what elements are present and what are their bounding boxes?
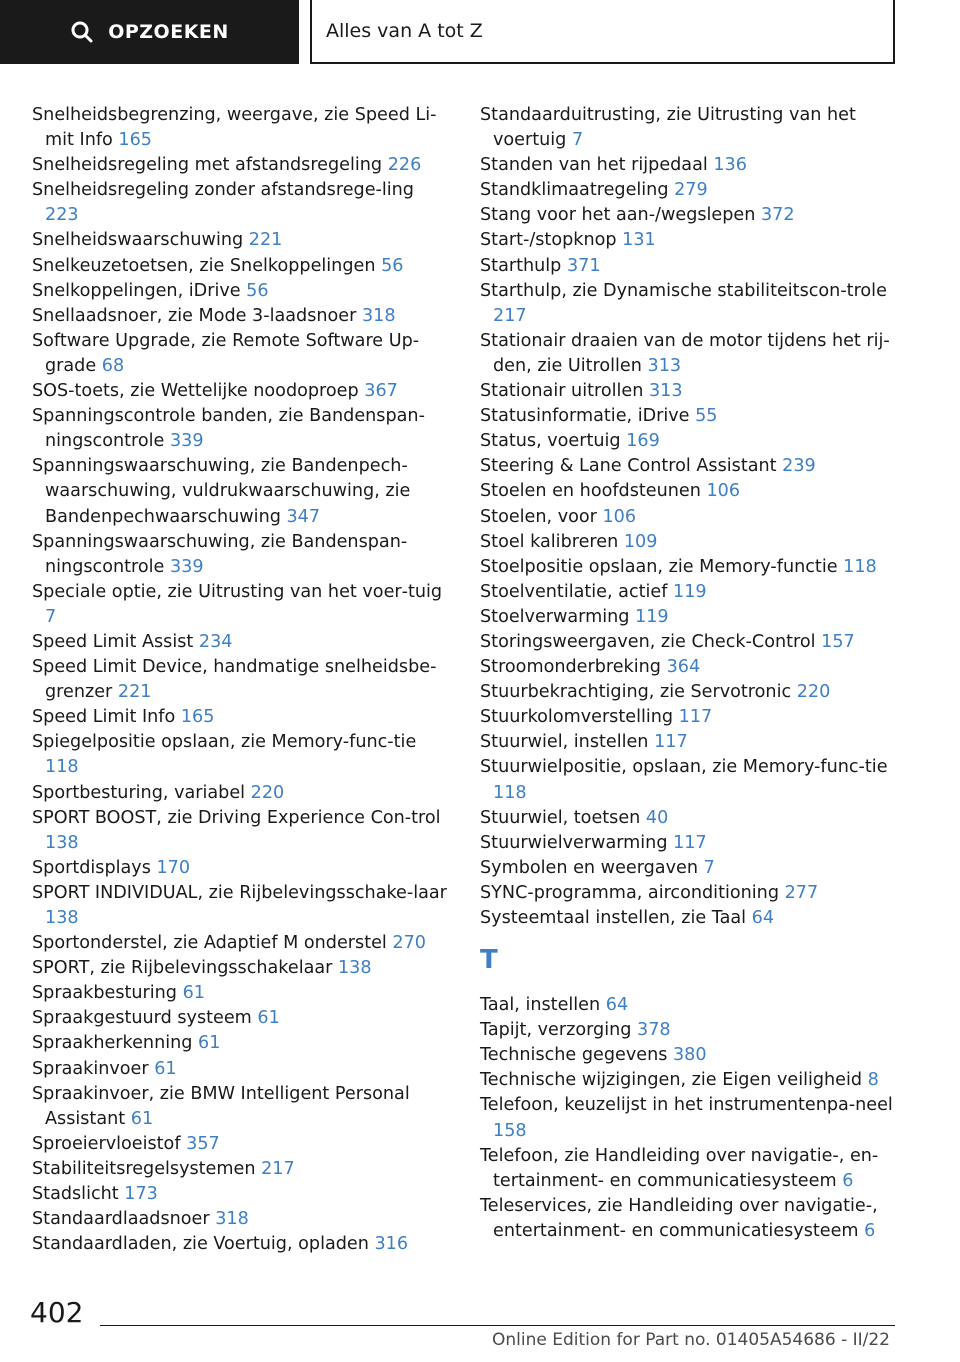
entry-text: Tapijt, verzorging <box>480 1020 632 1041</box>
index-entry <box>480 580 900 605</box>
index-entry <box>480 530 900 555</box>
index-entry <box>480 605 900 630</box>
entry-text: Spraakinvoer <box>32 1058 149 1079</box>
entry-text: Starthulp <box>480 255 562 276</box>
index-entry <box>480 1018 900 1043</box>
index-entry <box>480 630 900 655</box>
entry-text: SPORT INDIVIDUAL, zie Rijbelevingsschake‐laar <box>32 882 447 903</box>
page-link[interactable]: 279 <box>674 180 708 201</box>
page-number: 402 <box>30 1296 84 1329</box>
entry-text: Stuurwielpositie, opslaan, zie Memory-func‐tie <box>480 757 888 778</box>
entry-text: Snelkoppelingen, iDrive <box>32 280 241 301</box>
page-link[interactable]: 7 <box>703 857 715 878</box>
entry-text: Spraakbesturing <box>32 983 177 1004</box>
index-column-right <box>480 103 900 1244</box>
index-entry <box>480 831 900 856</box>
page-link[interactable]: 6 <box>842 1170 854 1191</box>
page-link[interactable]: 68 <box>101 355 125 376</box>
index-entry <box>32 1082 450 1132</box>
index-entry <box>480 379 900 404</box>
index-tab[interactable] <box>310 0 895 64</box>
entry-text: Standaardlaadsnoer <box>32 1209 210 1230</box>
page-link[interactable]: 173 <box>124 1184 158 1205</box>
entry-text: SYNC-programma, airconditioning <box>480 882 779 903</box>
entry-text: Speciale optie, zie Uitrusting van het voer‐tuig <box>32 581 443 602</box>
entry-text: Stuurwiel, toetsen <box>480 807 641 828</box>
page-link[interactable]: 40 <box>645 807 669 828</box>
entry-text: Spraakgestuurd systeem <box>32 1008 252 1029</box>
index-entry <box>32 881 450 931</box>
entry-text: Telefoon, zie Handleiding over navigatie-, en‐tertainment- en communicatiesysteem <box>480 1145 879 1191</box>
index-entry <box>480 153 900 178</box>
entry-text: Storingsweergaven, zie Check-Control <box>480 631 816 652</box>
page-link[interactable]: 138 <box>337 958 372 979</box>
page-link[interactable]: 61 <box>130 1108 154 1129</box>
entry-text: Stuurwielverwarming <box>480 832 668 853</box>
index-entry <box>32 781 450 806</box>
index-entry <box>480 505 900 530</box>
index-entry <box>480 705 900 730</box>
entry-text: Sproeiervloeistof <box>32 1133 181 1154</box>
entry-text: Stoelpositie opslaan, zie Memory-functie <box>480 556 838 577</box>
index-entry <box>480 856 900 881</box>
index-entry <box>32 103 450 153</box>
index-entry <box>480 203 900 228</box>
index-entry <box>480 103 900 153</box>
index-entry <box>32 1031 450 1056</box>
page-link[interactable]: 119 <box>673 581 707 602</box>
page-link[interactable]: 131 <box>622 230 656 251</box>
entry-text: Stoel kalibreren <box>480 531 619 552</box>
entry-text: Snelheidswaarschuwing <box>32 230 244 251</box>
index-entry <box>480 1093 900 1143</box>
page-link[interactable]: 223 <box>45 205 79 226</box>
page-link[interactable]: 378 <box>637 1020 671 1041</box>
entry-text: Stuurkolomverstelling <box>480 707 674 728</box>
entry-text: Spiegelpositie opslaan, zie Memory-func‐tie <box>32 732 417 753</box>
entry-text: Teleservices, zie Handleiding over navigatie-, entertainment- en communicatiesysteem <box>480 1195 878 1241</box>
entry-text: Software Upgrade, zie Remote Software Up‐grade <box>32 330 420 376</box>
page-link[interactable]: 234 <box>198 631 233 652</box>
page-link[interactable]: 64 <box>605 995 629 1016</box>
index-entry <box>32 329 450 379</box>
page-link[interactable]: 220 <box>796 682 831 703</box>
page-link[interactable]: 61 <box>182 983 205 1004</box>
entry-text: Sportdisplays <box>32 857 151 878</box>
page-link[interactable]: 158 <box>493 1120 527 1141</box>
search-tab[interactable] <box>0 0 299 64</box>
index-entry <box>480 178 900 203</box>
page-link[interactable]: 367 <box>364 381 398 402</box>
page-link[interactable]: 7 <box>45 606 57 627</box>
entry-text: Standaarduitrusting, zie Uitrusting van het voertuig <box>480 105 856 151</box>
entry-text: Stationair draaien van de motor tijdens het rij‐den, zie Uitrollen <box>480 330 890 376</box>
page-link[interactable]: 165 <box>118 130 153 151</box>
page-link[interactable]: 109 <box>623 531 658 552</box>
page-link[interactable]: 339 <box>169 556 204 577</box>
index-entry <box>32 580 450 630</box>
entry-text: Spraakinvoer, zie BMW Intelligent Personal Assistant <box>32 1083 410 1129</box>
entry-text: Standen van het rijpedaal <box>480 155 708 176</box>
page-link[interactable]: 6 <box>864 1220 876 1241</box>
index-entry <box>480 655 900 680</box>
page-link[interactable]: 221 <box>117 682 152 703</box>
index-entry <box>32 228 450 253</box>
page-link[interactable]: 165 <box>180 707 215 728</box>
entry-text: SOS-toets, zie Wettelijke noodoproep <box>32 381 359 402</box>
index-entry <box>480 755 900 805</box>
entry-text: Steering & Lane Control Assistant <box>480 456 777 477</box>
page-link[interactable]: 55 <box>695 406 718 427</box>
page-link[interactable]: 270 <box>392 933 426 954</box>
entry-text: Technische wijzigingen, zie Eigen veiligheid <box>480 1070 863 1091</box>
page-link[interactable]: 61 <box>257 1008 280 1029</box>
footer-edition: Online Edition for Part no. 01405A54686 - II/22 <box>491 1330 890 1350</box>
page-link[interactable]: 221 <box>248 230 283 251</box>
index-entry <box>480 680 900 705</box>
index-tab-label: Alles van A tot Z <box>326 20 483 42</box>
entry-text: Snellaadsnoer, zie Mode 3-laadsnoer <box>32 305 357 326</box>
index-entry <box>480 1194 900 1244</box>
index-entry <box>32 454 450 529</box>
page-link[interactable]: 313 <box>648 381 683 402</box>
index-entry <box>32 1182 450 1207</box>
index-entry <box>480 806 900 831</box>
index-entry <box>480 1043 900 1068</box>
page-link[interactable]: 117 <box>654 732 688 753</box>
entry-text: Snelheidsbegrenzing, weergave, zie Speed Li‐mit Info <box>32 105 437 151</box>
footer-divider <box>100 1325 895 1326</box>
entry-text: Speed Limit Device, handmatige snelheidsbe‐grenzer <box>32 657 437 703</box>
entry-text: Stoelen en hoofdsteunen <box>480 481 701 502</box>
page-link[interactable]: 357 <box>186 1133 220 1154</box>
index-entry <box>480 881 900 906</box>
page-link[interactable]: 118 <box>45 757 79 778</box>
page-link[interactable]: 138 <box>45 832 79 853</box>
page-link[interactable]: 61 <box>154 1058 177 1079</box>
index-entry <box>480 454 900 479</box>
entry-text: Stationair uitrollen <box>480 381 644 402</box>
index-entry <box>32 379 450 404</box>
page-link[interactable]: 380 <box>672 1045 707 1066</box>
index-entry <box>480 1144 900 1194</box>
entry-text: Stabiliteitsregelsystemen <box>32 1158 256 1179</box>
index-entry <box>32 956 450 981</box>
page-link[interactable]: 56 <box>381 255 404 276</box>
entry-text: Stroomonderbreking <box>480 657 661 678</box>
search-tab-label: OPZOEKEN <box>108 21 229 43</box>
page-link[interactable]: 217 <box>493 305 527 326</box>
entry-text: Systeemtaal instellen, zie Taal <box>480 908 747 928</box>
index-entry <box>480 429 900 454</box>
entry-text: Standaardladen, zie Voertuig, opladen <box>32 1234 369 1255</box>
entry-text: Snelkeuzetoetsen, zie Snelkoppelingen <box>32 255 376 276</box>
page-link[interactable]: 339 <box>169 431 204 452</box>
index-entry <box>32 178 450 228</box>
entry-text: Spanningswaarschuwing, zie Bandenspan‐ningscontrole <box>32 531 408 577</box>
index-entry <box>32 931 450 956</box>
page-link[interactable]: 239 <box>782 456 816 477</box>
index-entry <box>32 1157 450 1182</box>
entry-text: Spraakherkenning <box>32 1033 193 1054</box>
entry-text: Stoelverwarming <box>480 606 630 627</box>
page-link[interactable]: 138 <box>45 908 79 928</box>
entry-text: Statusinformatie, iDrive <box>480 406 690 427</box>
page-link[interactable]: 64 <box>751 908 775 928</box>
page-link[interactable]: 106 <box>602 506 637 527</box>
entry-text: Speed Limit Assist <box>32 631 194 652</box>
index-entry <box>32 806 450 856</box>
index-entry <box>32 981 450 1006</box>
page-link[interactable]: 277 <box>784 882 819 903</box>
entry-text: Sportonderstel, zie Adaptief M onderstel <box>32 933 387 954</box>
entry-text: SPORT, zie Rijbelevingsschakelaar <box>32 958 333 979</box>
entry-text: Sportbesturing, variabel <box>32 782 246 803</box>
index-entry <box>32 304 450 329</box>
entry-text: Starthulp, zie Dynamische stabiliteitscon‐trole <box>480 280 887 301</box>
page-link[interactable]: 313 <box>647 355 682 376</box>
page-link[interactable]: 118 <box>493 782 527 803</box>
entry-text: Technische gegevens <box>480 1045 668 1066</box>
index-entry <box>480 730 900 755</box>
entry-text: SPORT BOOST, zie Driving Experience Con‐trol <box>32 807 441 828</box>
index-entry <box>480 329 900 379</box>
index-entry <box>32 254 450 279</box>
entry-text: Spanningscontrole banden, zie Bandenspan‐ningscontrole <box>32 406 425 452</box>
page-link[interactable]: 364 <box>666 657 701 678</box>
index-entry <box>32 655 450 705</box>
index-entry <box>480 279 900 329</box>
entry-text: Telefoon, keuzelijst in het instrumentenpa‐neel <box>480 1095 893 1116</box>
entry-text: Stang voor het aan-/wegslepen <box>480 205 756 226</box>
index-entry <box>32 705 450 730</box>
index-entry <box>32 1132 450 1157</box>
page-link[interactable]: 318 <box>215 1209 249 1230</box>
page-link[interactable]: 318 <box>361 305 396 326</box>
page-link[interactable]: 371 <box>566 255 601 276</box>
index-entry <box>32 1057 450 1082</box>
index-entry <box>32 630 450 655</box>
page-link[interactable]: 106 <box>706 481 741 502</box>
page-link[interactable]: 61 <box>198 1033 221 1054</box>
page-link[interactable]: 226 <box>387 155 422 176</box>
entry-text: Stadslicht <box>32 1184 119 1205</box>
entry-text: Stuurwiel, instellen <box>480 732 649 753</box>
index-entry <box>480 993 900 1018</box>
index-entry <box>480 555 900 580</box>
entry-text: Status, voertuig <box>480 431 621 452</box>
index-entry <box>480 906 900 931</box>
index-entry <box>480 479 900 504</box>
index-entry <box>32 730 450 780</box>
page-link[interactable]: 217 <box>261 1158 295 1179</box>
index-entry <box>480 1068 900 1093</box>
page-link[interactable]: 372 <box>760 205 795 226</box>
entry-text: Stoelventilatie, actief <box>480 581 668 602</box>
index-entry <box>32 1006 450 1031</box>
page-link[interactable]: 316 <box>374 1234 409 1255</box>
index-entry <box>480 254 900 279</box>
index-entry <box>32 153 450 178</box>
index-column-left <box>32 103 450 1257</box>
index-entry <box>32 1207 450 1232</box>
entry-text: Symbolen en weergaven <box>480 857 698 878</box>
index-entry <box>32 404 450 454</box>
index-entry <box>32 530 450 580</box>
entry-text: Snelheidsregeling zonder afstandsrege‐ling <box>32 180 414 201</box>
entry-text: Start-/stopknop <box>480 230 617 251</box>
page-link[interactable]: 8 <box>867 1070 879 1091</box>
page-link[interactable]: 136 <box>713 155 747 176</box>
entry-text: Speed Limit Info <box>32 707 176 728</box>
entry-text: Standklimaatregeling <box>480 180 669 201</box>
page-link[interactable]: 7 <box>571 130 584 151</box>
index-entry <box>480 404 900 429</box>
entry-text: Snelheidsregeling met afstandsregeling <box>32 155 383 176</box>
page-link[interactable]: 119 <box>635 606 669 627</box>
page-link[interactable]: 117 <box>678 707 713 728</box>
index-entry <box>32 1232 450 1257</box>
section-letter: T <box>480 945 498 976</box>
index-entry <box>32 279 450 304</box>
page-link[interactable]: 157 <box>821 631 855 652</box>
page-link[interactable]: 117 <box>673 832 707 853</box>
page-link[interactable]: 169 <box>626 431 660 452</box>
search-icon <box>70 20 94 44</box>
page-link[interactable]: 118 <box>843 556 877 577</box>
index-entry <box>480 228 900 253</box>
entry-text: Spanningswaarschuwing, zie Bandenpech‐waarschuwing, vuldrukwaarschuwing, zie Bandenpechwaarschuwing <box>32 456 411 527</box>
page-link[interactable]: 347 <box>286 506 321 527</box>
page-link[interactable]: 170 <box>156 857 191 878</box>
entry-text: Stuurbekrachtiging, zie Servotronic <box>480 682 792 703</box>
page-link[interactable]: 56 <box>246 280 269 301</box>
entry-text: Stoelen, voor <box>480 506 597 527</box>
index-entry <box>32 856 450 881</box>
entry-text: Taal, instellen <box>480 995 601 1016</box>
page-link[interactable]: 220 <box>250 782 285 803</box>
